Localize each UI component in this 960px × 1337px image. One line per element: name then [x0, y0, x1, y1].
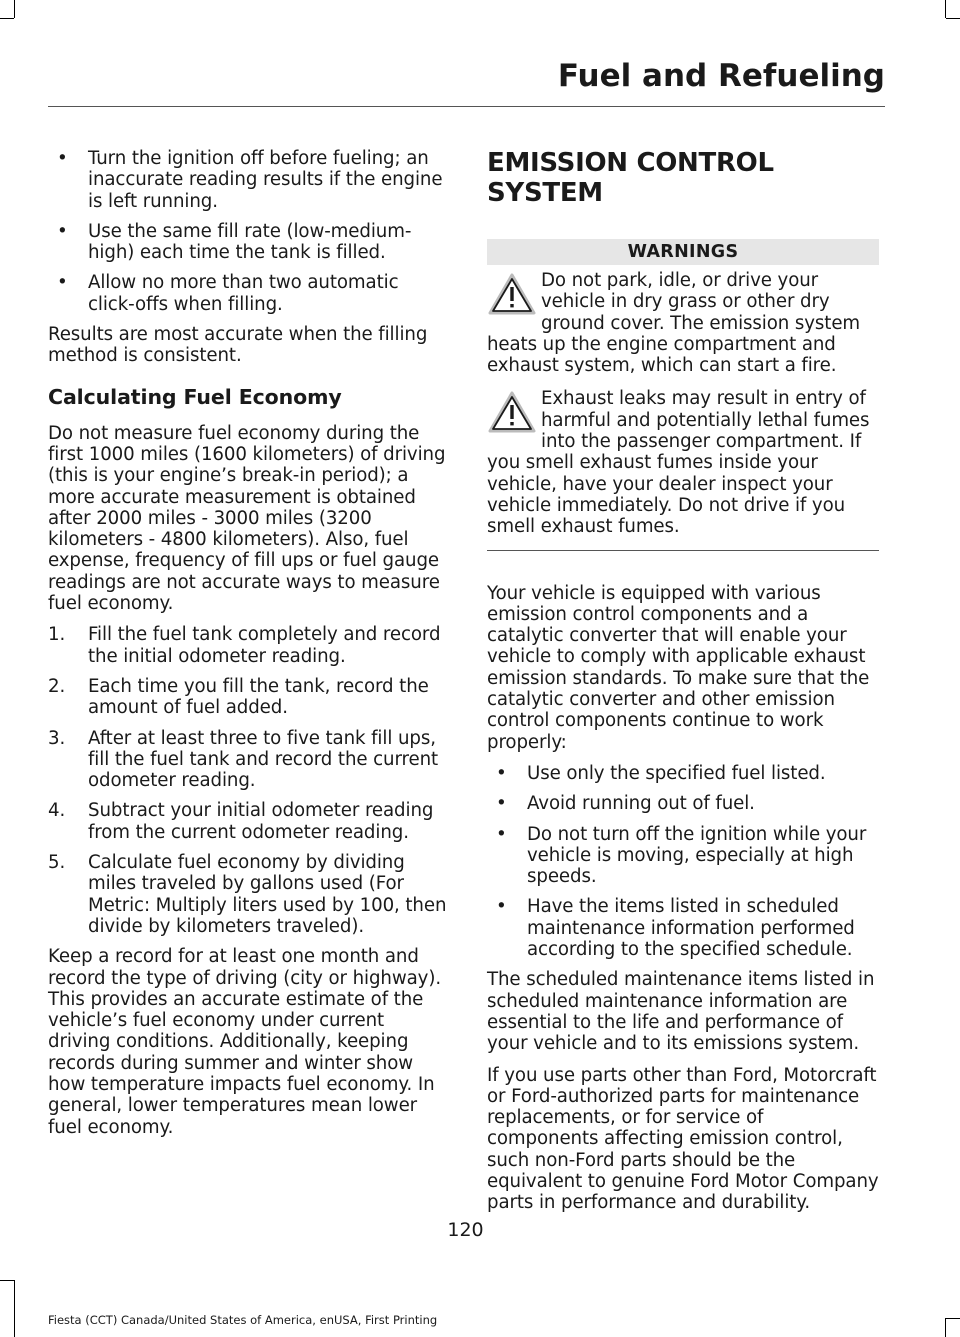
crop-mark — [0, 1280, 14, 1281]
list-item: • Use the same fill rate (low-medium-high) each time the tank is filled. — [48, 221, 448, 264]
crop-mark — [0, 18, 14, 19]
step-number: 1. — [48, 624, 66, 646]
warning-item — [487, 270, 879, 376]
page-number: 120 — [447, 1219, 484, 1241]
warnings-banner: WARNINGS — [487, 239, 879, 265]
list-item: • Have the items listed in scheduled maintenance information performed according to the specified schedule. — [487, 896, 879, 960]
list-item: • Allow no more than two automatic click-offs when filling. — [48, 272, 448, 315]
warning-triangle-icon — [487, 390, 537, 434]
step-number: 3. — [48, 727, 66, 749]
warning-text: Do not park, idle, or drive your vehicle in dry grass or other dry ground cover. The emission system heats up the engine compartment and exhaust system, which can start a fire. — [487, 270, 861, 377]
crop-mark — [945, 1318, 946, 1337]
step-number: 4. — [48, 800, 66, 822]
page-title: Fuel and Refueling — [557, 58, 885, 94]
step-text: Fill the fuel tank completely and record the initial odometer reading. — [88, 624, 441, 667]
footer-text: Fiesta (CCT) Canada/United States of America, enUSA, First Printing — [48, 1313, 438, 1327]
warning-item — [487, 388, 879, 537]
numbered-step — [48, 800, 448, 843]
list-item: • Use only the specified fuel listed. — [487, 763, 879, 784]
right-column — [487, 148, 879, 1224]
numbered-step — [48, 728, 448, 792]
step-number: 5. — [48, 852, 66, 874]
warning-text: Exhaust leaks may result in entry of harmful and potentially lethal fumes into the passenger compartment. If you smell exhaust fumes inside your vehicle, have your dealer inspect your vehicle immediately. Do not drive if you smell exhaust fumes. — [487, 388, 870, 538]
paragraph: Keep a record for at least one month and record the type of driving (city or highway). This provides an accurate estimate of the vehicle’s fuel economy under current driving conditions. Additionally, keeping records during summer and winter show how temperature impacts fuel economy. In general, lower temperatures mean lower fuel economy. — [48, 946, 441, 1138]
list-item: • Avoid running out of fuel. — [487, 793, 879, 814]
step-text: Each time you fill the tank, record the amount of fuel added. — [88, 675, 429, 719]
numbered-step — [48, 852, 448, 937]
paragraph: Results are most accurate when the filling method is consistent. — [48, 324, 428, 367]
step-text: Subtract your initial odometer reading from the current odometer reading. — [88, 800, 434, 843]
crop-mark — [946, 18, 960, 19]
crop-mark — [14, 0, 15, 18]
paragraph: If you use parts other than Ford, Motorcraft or Ford-authorized parts for maintenance replacements, or for service of components affecting emission control, such non-Ford parts should be the equivalent to genuine Ford Motor Company parts in performance and durability. — [487, 1064, 879, 1214]
paragraph: Your vehicle is equipped with various emission control components and a catalytic converter that will enable your vehicle to comply with applicable exhaust emission standards. To make sure that the catalytic converter and other emission control components continue to work properly: — [487, 582, 870, 753]
crop-mark — [946, 1318, 960, 1319]
step-number: 2. — [48, 675, 66, 697]
numbered-step — [48, 676, 448, 719]
step-text: After at least three to five tank fill ups, fill the fuel tank and record the current odometer reading. — [88, 727, 439, 792]
header-divider — [48, 106, 885, 107]
crop-mark — [945, 0, 946, 18]
list-item: • Turn the ignition off before fueling; an inaccurate reading results if the engine is left running. — [48, 148, 448, 212]
warning-triangle-icon — [487, 272, 537, 316]
warnings-divider — [487, 550, 879, 551]
numbered-step — [48, 624, 448, 667]
crop-mark — [14, 1280, 15, 1337]
list-item: • Do not turn off the ignition while your vehicle is moving, especially at high speeds. — [487, 824, 879, 888]
step-text: Calculate fuel economy by dividing miles traveled by gallons used (For Metric: Multiply liters used by 100, then divide by kilometers traveled). — [88, 852, 447, 937]
paragraph: The scheduled maintenance items listed in scheduled maintenance information are essential to the life and performance of your vehicle and to its emissions system. — [487, 969, 875, 1055]
section-heading: Calculating Fuel Economy — [48, 384, 342, 409]
paragraph: Do not measure fuel economy during the first 1000 miles (1600 kilometers) of driving (this is your engine’s break-in period); a more accurate measurement is obtained after 2000 miles - 3000 miles (3200 kilometers - 4800 kilometers). Also, fuel expense, frequency of fill ups or fuel gauge readings are not accurate ways to measure fuel economy. — [48, 422, 446, 615]
left-column — [48, 148, 448, 1148]
section-title: EMISSION CONTROL SYSTEM — [487, 148, 774, 208]
